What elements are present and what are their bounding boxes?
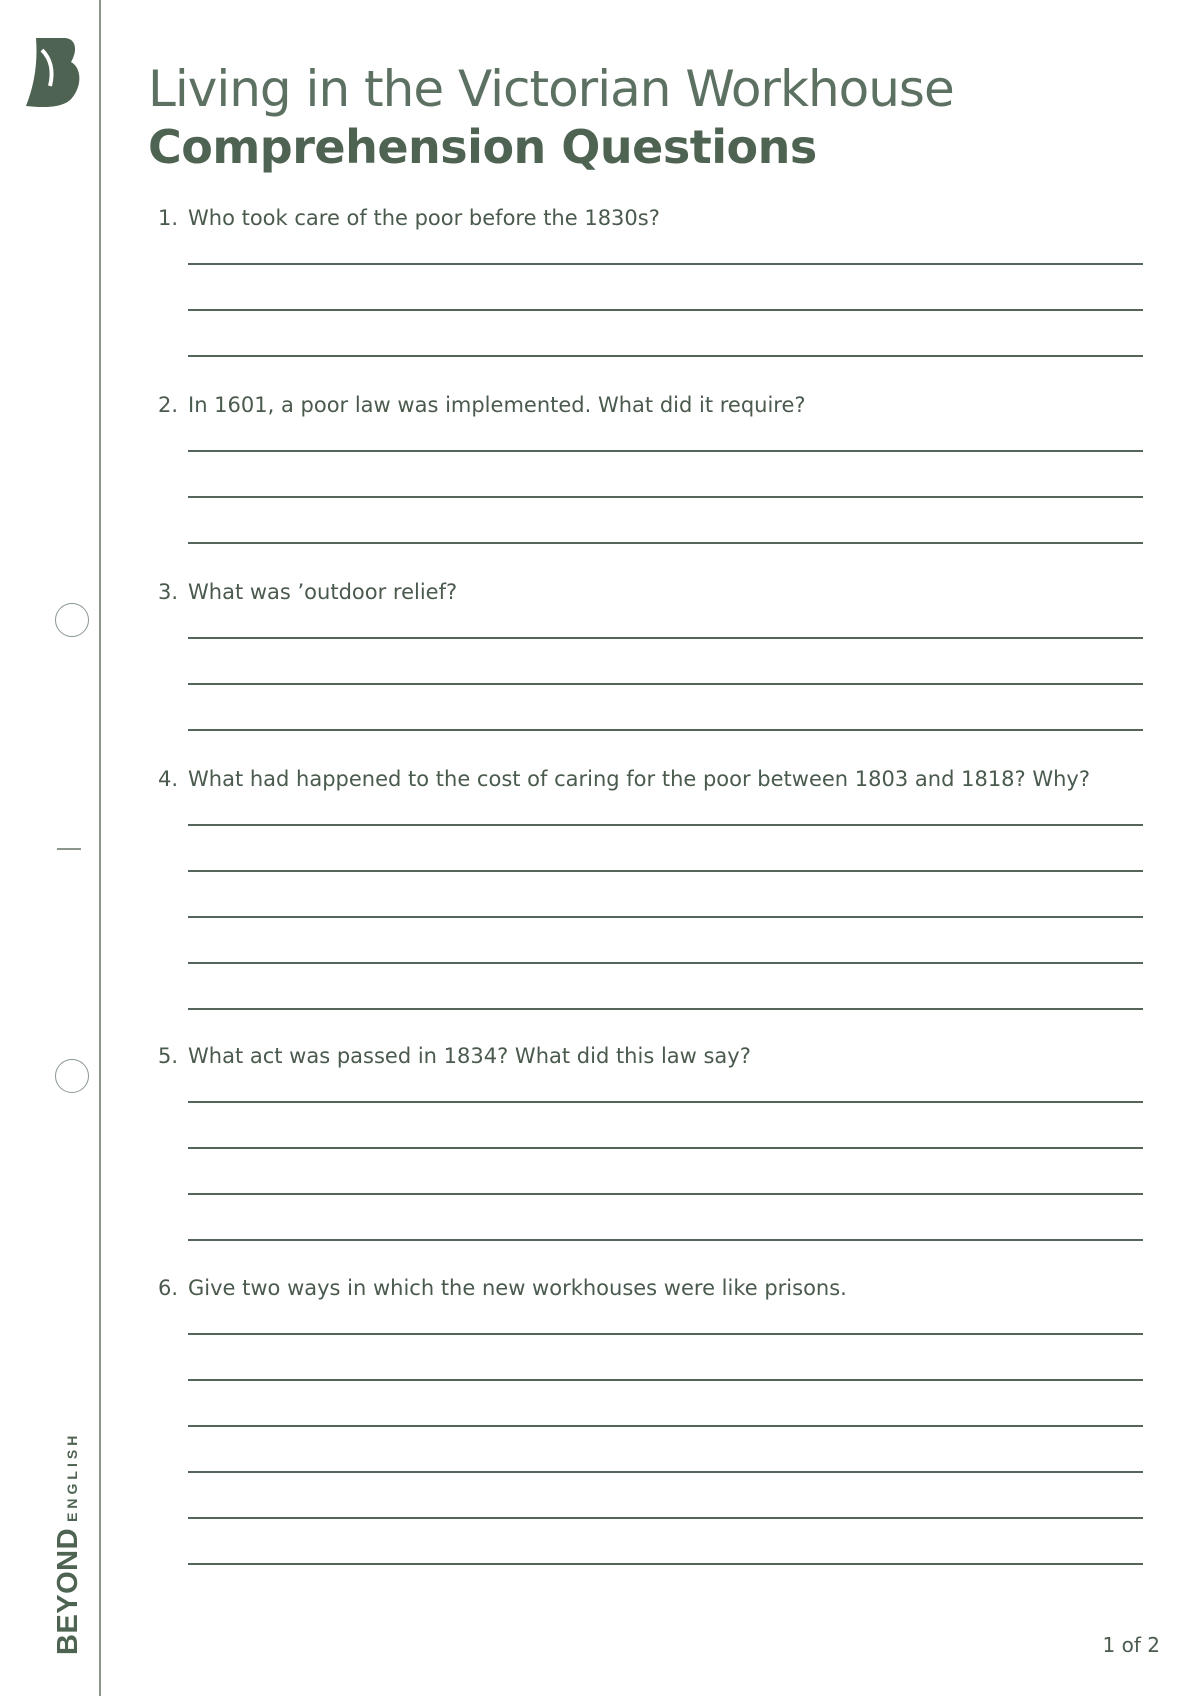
question-text: [158, 390, 1148, 420]
answer-line[interactable]: [188, 1193, 1143, 1195]
answer-line[interactable]: [188, 1471, 1143, 1473]
question-number: 4.: [158, 767, 179, 791]
question-text: [158, 1273, 1148, 1303]
answer-line[interactable]: [188, 1239, 1143, 1241]
punch-hole-bottom: [55, 1059, 89, 1093]
answer-line[interactable]: [188, 1008, 1143, 1010]
question-prompt: Who took care of the poor before the 1830s?: [188, 206, 660, 230]
answer-line[interactable]: [188, 1147, 1143, 1149]
answer-line[interactable]: [188, 1333, 1143, 1335]
beyond-b-logo-icon: [24, 36, 80, 108]
question-number: 2.: [158, 393, 179, 417]
answer-line[interactable]: [188, 962, 1143, 964]
page-title: Living in the Victorian Workhouse: [148, 60, 954, 118]
answer-line[interactable]: [188, 355, 1143, 357]
question-number: 6.: [158, 1276, 179, 1300]
question-text: [158, 203, 1148, 233]
answer-line[interactable]: [188, 1517, 1143, 1519]
answer-line[interactable]: [188, 637, 1143, 639]
question-prompt: Give two ways in which the new workhouses were like prisons.: [188, 1276, 847, 1300]
question-number: 1.: [158, 206, 179, 230]
answer-line[interactable]: [188, 683, 1143, 685]
question-text: [158, 1041, 1148, 1071]
question-4: [158, 764, 1148, 794]
question-5: [158, 1041, 1148, 1071]
question-prompt: In 1601, a poor law was implemented. What did it require?: [188, 393, 806, 417]
answer-line[interactable]: [188, 496, 1143, 498]
question-number: 5.: [158, 1044, 179, 1068]
question-prompt: What was ’outdoor relief?: [188, 580, 458, 604]
answer-line[interactable]: [188, 824, 1143, 826]
answer-line[interactable]: [188, 1563, 1143, 1565]
brand-beyond: BEYOND: [52, 1527, 84, 1655]
question-number: 3.: [158, 580, 179, 604]
page-subtitle: Comprehension Questions: [148, 120, 817, 174]
answer-line[interactable]: [188, 450, 1143, 452]
question-text: [158, 577, 1148, 607]
question-1: [158, 203, 1148, 233]
answer-line[interactable]: [188, 729, 1143, 731]
answer-line[interactable]: [188, 1379, 1143, 1381]
brand-wordmark: [52, 1432, 85, 1655]
margin-rule: [99, 0, 101, 1696]
brand-english: ENGLISH: [64, 1431, 80, 1522]
page-number: 1 of 2: [1102, 1633, 1160, 1657]
question-3: [158, 577, 1148, 607]
question-prompt: What act was passed in 1834? What did this law say?: [188, 1044, 751, 1068]
question-prompt: What had happened to the cost of caring for the poor between 1803 and 1818? Why?: [188, 767, 1091, 791]
answer-line[interactable]: [188, 309, 1143, 311]
answer-line[interactable]: [188, 542, 1143, 544]
fold-mark: [57, 848, 81, 850]
answer-line[interactable]: [188, 870, 1143, 872]
punch-hole-top: [55, 603, 89, 637]
question-text: [158, 764, 1148, 794]
answer-line[interactable]: [188, 916, 1143, 918]
question-6: [158, 1273, 1148, 1303]
answer-line[interactable]: [188, 263, 1143, 265]
answer-line[interactable]: [188, 1101, 1143, 1103]
answer-line[interactable]: [188, 1425, 1143, 1427]
question-2: [158, 390, 1148, 420]
